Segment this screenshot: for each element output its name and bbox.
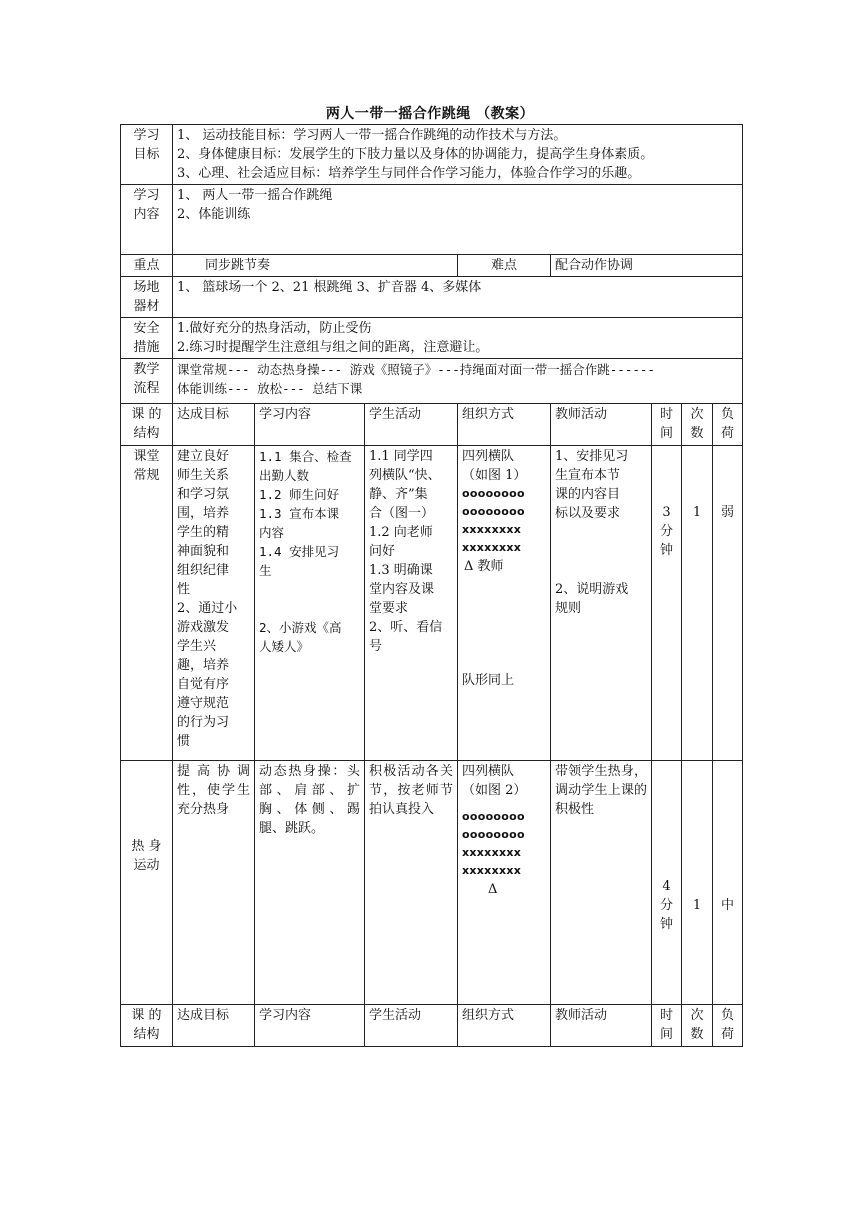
warmup-teacher-activity: 带领学生热身，调动学生上课的积极性 <box>551 761 652 1005</box>
formation-row-x2: xxxxxxxx <box>462 541 522 554</box>
safety-text: 1.做好充分的热身活动，防止受伤 2.练习时提醒学生注意组与组之间的距离，注意避让。 <box>173 318 743 359</box>
warmup-row <box>121 761 743 1005</box>
header-goal: 达成目标 <box>173 404 255 446</box>
warmup-goal: 提高协调性，使学生充分热身 <box>173 761 255 1005</box>
difficulty-label: 难点 <box>458 255 551 277</box>
flow-label: 教学 流程 <box>121 359 173 404</box>
header-content: 学习内容 <box>255 404 365 446</box>
column-header-row <box>121 404 743 446</box>
content-label: 学习 内容 <box>121 185 173 255</box>
content-text: 1、 两人一带一摇合作跳绳 2、体能训练 <box>173 185 743 255</box>
header-student: 学生活动 <box>365 404 458 446</box>
header-organization: 组织方式 <box>458 404 551 446</box>
keypoints-row <box>121 255 743 277</box>
header-teacher: 教师活动 <box>551 404 652 446</box>
routine-org-title: 四列横队 （如图 1） <box>462 449 527 483</box>
routine-teacher-activity: 1、安排见习 生宣布本节 课的内容目 标以及要求 2、说明游戏 规则 <box>551 446 652 761</box>
header2-goal: 达成目标 <box>173 1005 255 1047</box>
content-row <box>121 185 743 255</box>
routine-teacher-marker: Δ 教师 <box>464 559 504 574</box>
routine-formation <box>462 485 546 557</box>
warmup-teacher-marker: Δ <box>488 882 498 897</box>
warmup-time: 4 分 钟 <box>652 761 682 1005</box>
lesson-plan-table <box>120 124 743 1047</box>
header2-organization: 组织方式 <box>458 1005 551 1047</box>
header2-content: 学习内容 <box>255 1005 365 1047</box>
header2-load: 负 荷 <box>713 1005 743 1047</box>
routine-student: 1.1 同学四 列横队“快、 静、齐”集 合（图一） 1.2 向老师 问好 1.3 明确课 堂内容及课 堂要求 2、听、看信 号 <box>365 446 458 761</box>
routine-row <box>121 446 743 761</box>
header2-structure: 课 的 结构 <box>121 1005 173 1047</box>
formation-row-x2: xxxxxxxx <box>462 864 522 877</box>
keypoints-label: 重点 <box>121 255 173 277</box>
objectives-row <box>121 125 743 185</box>
formation-row-o2: oooooooo <box>462 828 525 841</box>
routine-load: 弱 <box>713 446 743 761</box>
routine-count: 1 <box>682 446 713 761</box>
document-title: 两人一带一摇合作跳绳 （教案） <box>325 106 535 122</box>
formation-row-o1: oooooooo <box>462 487 525 500</box>
header2-teacher: 教师活动 <box>551 1005 652 1047</box>
safety-label: 安全 措施 <box>121 318 173 359</box>
routine-content: 1.1 集合、检查 出勤人数 1.2 师生问好 1.3 宣布本课 内容 1.4 安排见习 生 2、小游戏《高 人矮人》 <box>255 446 365 761</box>
formation-row-x1: xxxxxxxx <box>462 523 522 536</box>
header-count: 次 数 <box>682 404 713 446</box>
routine-time: 3 分 钟 <box>652 446 682 761</box>
routine-goal: 建立良好 师生关系 和学习氛 围，培养 学生的精 神面貌和 组织纪律 性 2、通过小 游戏激发 学生兴 趣，培养 自觉有序 遵守规范 的行为习 惯 <box>173 446 255 761</box>
header-structure: 课 的 结构 <box>121 404 173 446</box>
header2-time: 时 间 <box>652 1005 682 1047</box>
formation-row-x1: xxxxxxxx <box>462 846 522 859</box>
flow-row <box>121 359 743 404</box>
warmup-count: 1 <box>682 761 713 1005</box>
equipment-row <box>121 277 743 318</box>
routine-section-label: 课堂 常规 <box>121 446 173 761</box>
objectives-text: 1、 运动技能目标：学习两人一带一摇合作跳绳的动作技术与方法。 2、身体健康目标：发展学生的下肢力量以及身体的协调能力，提高学生身体素质。 3、心理、社会适应目标：培养学生与同伴合作学习能力，体验合作学习的乐趣。 <box>173 125 743 185</box>
warmup-organization <box>458 761 551 1005</box>
safety-row <box>121 318 743 359</box>
formation-row-o2: oooooooo <box>462 505 525 518</box>
header2-student: 学生活动 <box>365 1005 458 1047</box>
routine-organization <box>458 446 551 761</box>
keypoints-value: 同步跳节奏 <box>173 255 458 277</box>
warmup-org-title: 四列横队 （如图 2） <box>462 764 527 798</box>
warmup-load: 中 <box>713 761 743 1005</box>
flow-text: 课堂常规--- 动态热身操--- 游戏《照镜子》---持绳面对面一带一摇合作跳------ 体能训练--- 放松--- 总结下课 <box>173 359 743 404</box>
header-load: 负 荷 <box>713 404 743 446</box>
warmup-formation <box>462 808 546 880</box>
objectives-label: 学习 目标 <box>121 125 173 185</box>
equipment-label: 场地 器材 <box>121 277 173 318</box>
warmup-student: 积极活动各关节，按老师节拍认真投入 <box>365 761 458 1005</box>
header2-count: 次 数 <box>682 1005 713 1047</box>
warmup-section-label: 热 身 运动 <box>121 761 173 1005</box>
routine-org-note: 队形同上 <box>462 673 515 688</box>
equipment-text: 1、 篮球场一个 2、21 根跳绳 3、扩音器 4、多媒体 <box>173 277 743 318</box>
header-time: 时 间 <box>652 404 682 446</box>
difficulty-value: 配合动作协调 <box>551 255 743 277</box>
warmup-content: 动态热身操：头部、肩部、扩胸、体侧、踢腿、跳跃。 <box>255 761 365 1005</box>
column-header-row-2 <box>121 1005 743 1047</box>
formation-row-o1: oooooooo <box>462 810 525 823</box>
